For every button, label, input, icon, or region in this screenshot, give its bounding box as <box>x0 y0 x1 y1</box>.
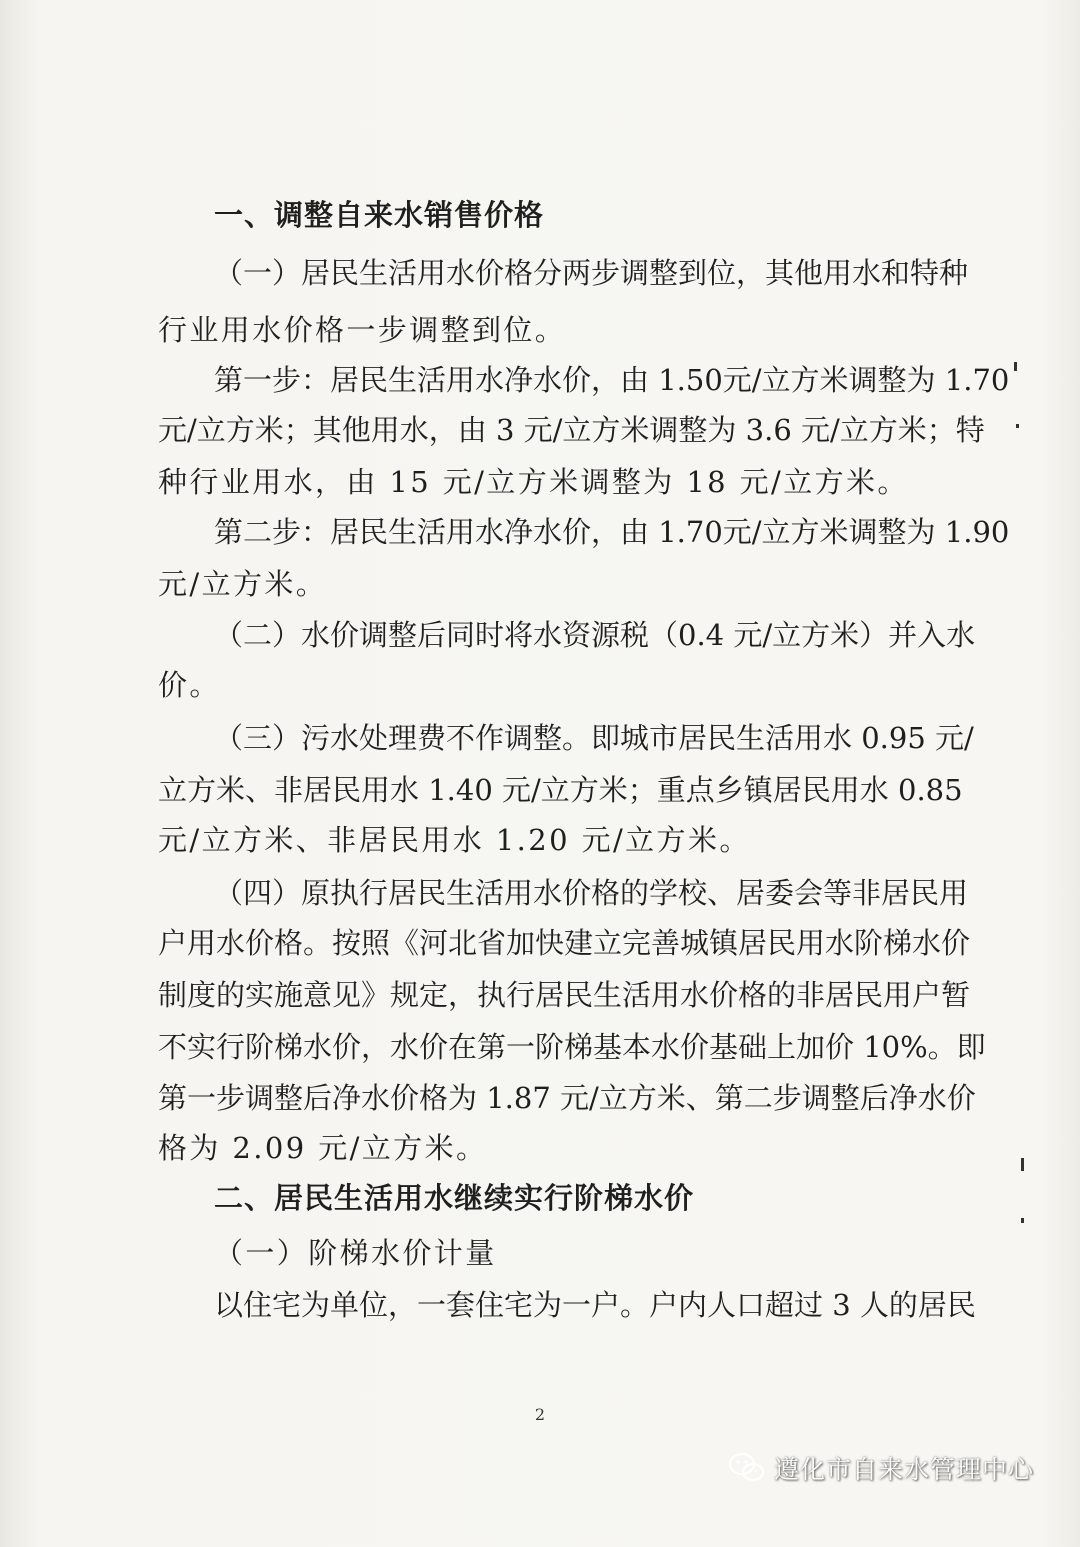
step1-line-3: 种行业用水，由 15 元/立方米调整为 18 元/立方米。 <box>158 465 909 499</box>
scan-speck <box>1014 362 1017 371</box>
paragraph-4-line-3: 制度的实施意见》规定，执行居民生活用水价格的非居民用户暂 <box>158 978 971 1012</box>
paragraph-3-line-1: （三）污水处理费不作调整。即城市居民生活用水 0.95 元/ <box>214 721 974 755</box>
paragraph-4-line-5: 第一步调整后净水价格为 1.87 元/立方米、第二步调整后净水价 <box>158 1081 976 1115</box>
paragraph-4-line-2: 户用水价格。按照《河北省加快建立完善城镇居民用水阶梯水价 <box>158 926 971 960</box>
paragraph-4-line-1: （四）原执行居民生活用水价格的学校、居委会等非居民用 <box>214 876 969 910</box>
paragraph-1-line-1: （一）居民生活用水价格分两步调整到位，其他用水和特种 <box>214 256 969 290</box>
watermark-text: 遵化市自来水管理中心 <box>774 1455 1035 1484</box>
paragraph-2-line-1: （二）水价调整后同时将水资源税（0.4 元/立方米）并入水 <box>214 618 976 652</box>
step2-line-1: 第二步：居民生活用水净水价，由 1.70元/立方米调整为 1.90 <box>214 515 1010 549</box>
paragraph-3-line-2: 立方米、非居民用水 1.40 元/立方米；重点乡镇居民用水 0.85 <box>158 773 963 807</box>
paragraph-3-line-3: 元/立方米、非居民用水 1.20 元/立方米。 <box>158 823 751 857</box>
page-number: 2 <box>534 1405 546 1424</box>
step2-line-2: 元/立方米。 <box>158 567 328 601</box>
step1-line-1: 第一步：居民生活用水净水价，由 1.50元/立方米调整为 1.70 <box>214 363 1010 397</box>
subheading-1: （一）阶梯水价计量 <box>214 1236 497 1270</box>
step1-line-2: 元/立方米；其他用水，由 3 元/立方米调整为 3.6 元/立方米；特 <box>158 413 985 447</box>
scan-speck <box>1021 1218 1024 1223</box>
section-heading-2: 二、居民生活用水继续实行阶梯水价 <box>214 1181 695 1215</box>
scan-speck <box>1021 1158 1024 1171</box>
section-heading-1: 一、调整自来水销售价格 <box>214 198 545 232</box>
scan-speck <box>1016 424 1019 428</box>
paragraph-4-line-6: 格为 2.09 元/立方米。 <box>158 1131 488 1165</box>
paragraph-2-line-2: 价。 <box>158 668 221 702</box>
wechat-watermark <box>728 1448 1034 1488</box>
paragraph-5-line-1: 以住宅为单位，一套住宅为一户。户内人口超过 3 人的居民 <box>214 1288 976 1322</box>
paragraph-1-line-2: 行业用水价格一步调整到位。 <box>158 313 567 347</box>
wechat-icon <box>728 1452 766 1484</box>
paragraph-4-line-4: 不实行阶梯水价，水价在第一阶梯基本水价基础上加价 10%。即 <box>158 1030 986 1064</box>
